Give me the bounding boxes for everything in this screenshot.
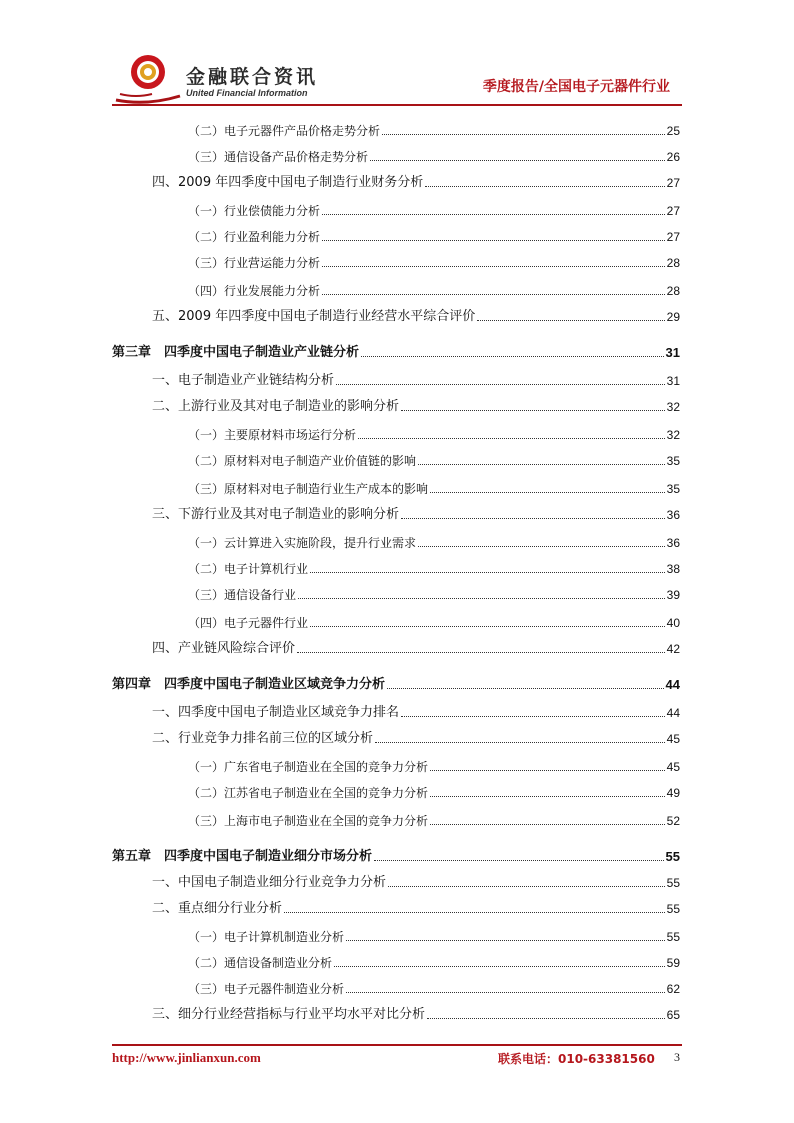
toc-entry-page: 36: [666, 536, 680, 550]
toc-leader-dots: [310, 572, 665, 573]
logo-english-name: United Financial Information: [186, 88, 308, 98]
toc-entry-label: 二、行业竞争力排名前三位的区域分析: [152, 731, 374, 746]
toc-entry-page: 65: [666, 1008, 680, 1022]
toc-entry-page: 52: [666, 814, 680, 828]
toc-entry-page: 55: [665, 849, 680, 864]
toc-entry[interactable]: [152, 898, 680, 918]
toc-leader-dots: [430, 796, 665, 797]
toc-entry-label: 二、重点细分行业分析: [152, 901, 283, 916]
toc-entry-label: （三）通信设备行业: [188, 588, 297, 602]
toc-leader-dots: [284, 912, 665, 913]
toc-entry-page: 45: [666, 732, 680, 746]
toc-entry[interactable]: [188, 200, 680, 220]
toc-leader-dots: [370, 160, 665, 161]
toc-entry-label: （二）原材料对电子制造产业价值链的影响: [188, 454, 417, 468]
toc-entry-page: 38: [666, 562, 680, 576]
toc-entry-label: （三）通信设备产品价格走势分析: [188, 150, 369, 164]
toc-entry-page: 36: [666, 508, 680, 522]
toc-leader-dots: [375, 742, 665, 743]
toc-leader-dots: [322, 240, 665, 241]
toc-entry-page: 55: [666, 902, 680, 916]
logo-name: 金融联合资讯: [186, 66, 319, 88]
toc-leader-dots: [425, 186, 664, 187]
toc-entry-label: （三）电子元器件制造业分析: [188, 982, 345, 996]
toc-entry-page: 25: [666, 124, 680, 138]
toc-leader-dots: [322, 266, 665, 267]
toc-entry-label: （二）江苏省电子制造业在全国的竞争力分析: [188, 786, 429, 800]
toc-entry-page: 35: [666, 454, 680, 468]
toc-entry-label: 四、产业链风险综合评价: [152, 641, 296, 656]
toc-leader-dots: [346, 992, 665, 993]
toc-leader-dots: [401, 518, 665, 519]
toc-entry-label: （一）广东省电子制造业在全国的竞争力分析: [188, 760, 429, 774]
toc-entry[interactable]: [188, 450, 680, 470]
toc-leader-dots: [418, 546, 665, 547]
toc-leader-dots: [346, 940, 665, 941]
toc-entry-page: 42: [666, 642, 680, 656]
toc-leader-dots: [427, 1018, 665, 1019]
toc-entry-label: （一）电子计算机制造业分析: [188, 930, 345, 944]
toc-entry-page: 55: [666, 930, 680, 944]
toc-entry[interactable]: [152, 872, 680, 892]
toc-entry-label: 一、电子制造业产业链结构分析: [152, 373, 335, 388]
toc-entry[interactable]: [188, 120, 680, 140]
toc-entry-page: 49: [666, 786, 680, 800]
toc-entry-label: 五、2009 年四季度中国电子制造行业经营水平综合评价: [152, 309, 476, 324]
toc-entry-label: （四）行业发展能力分析: [188, 284, 321, 298]
toc-entry[interactable]: [152, 728, 680, 748]
toc-entry-label: （一）主要原材料市场运行分析: [188, 428, 357, 442]
toc-leader-dots: [310, 626, 665, 627]
toc-entry-label: （一）行业偿债能力分析: [188, 204, 321, 218]
footer-url-link[interactable]: http://www.jinlianxun.com: [112, 1050, 261, 1065]
toc-leader-dots: [358, 438, 665, 439]
toc-entry[interactable]: [152, 370, 680, 390]
toc-entry[interactable]: [112, 342, 680, 362]
toc-leader-dots: [336, 384, 665, 385]
toc-entry-page: 27: [666, 204, 680, 218]
toc-leader-dots: [334, 966, 665, 967]
toc-leader-dots: [382, 134, 665, 135]
toc-entry-label: 三、下游行业及其对电子制造业的影响分析: [152, 507, 400, 522]
toc-entry-page: 28: [666, 256, 680, 270]
toc-entry-page: 62: [666, 982, 680, 996]
toc-entry-label: （二）行业盈利能力分析: [188, 230, 321, 244]
toc-leader-dots: [401, 716, 665, 717]
footer-divider: [112, 1044, 682, 1046]
toc-entry-label: （三）行业营运能力分析: [188, 256, 321, 270]
toc-entry-page: 28: [666, 284, 680, 298]
toc-entry-page: 44: [665, 677, 680, 692]
toc-entry[interactable]: [188, 252, 680, 272]
toc-entry[interactable]: [152, 306, 680, 326]
toc-entry-page: 39: [666, 588, 680, 602]
toc-entry[interactable]: [152, 702, 680, 722]
toc-entry-page: 29: [666, 310, 680, 324]
toc-leader-dots: [401, 410, 665, 411]
toc-entry[interactable]: [188, 926, 680, 946]
toc-entry[interactable]: [188, 612, 680, 632]
toc-entry[interactable]: [152, 1004, 680, 1024]
toc-entry[interactable]: [188, 584, 680, 604]
toc-entry[interactable]: [188, 810, 680, 830]
toc-entry-label: 二、上游行业及其对电子制造业的影响分析: [152, 399, 400, 414]
toc-leader-dots: [361, 356, 664, 357]
toc-entry-label: （二）通信设备制造业分析: [188, 956, 333, 970]
header-divider: [112, 104, 682, 106]
toc-leader-dots: [298, 598, 665, 599]
toc-entry[interactable]: [152, 172, 680, 192]
toc-entry-page: 32: [666, 400, 680, 414]
toc-entry[interactable]: [188, 558, 680, 578]
toc-entry[interactable]: [188, 978, 680, 998]
toc-entry[interactable]: [112, 846, 680, 866]
toc-entry-label: 三、细分行业经营指标与行业平均水平对比分析: [152, 1007, 426, 1022]
toc-entry-label: （二）电子元器件产品价格走势分析: [188, 124, 381, 138]
toc-entry-page: 32: [666, 428, 680, 442]
toc-leader-dots: [297, 652, 665, 653]
toc-leader-dots: [387, 688, 664, 689]
toc-leader-dots: [430, 770, 665, 771]
toc-entry-page: 35: [666, 482, 680, 496]
toc-entry-label: 四、2009 年四季度中国电子制造行业财务分析: [152, 175, 424, 190]
toc-leader-dots: [374, 860, 664, 861]
footer-phone: 联系电话：010-63381560: [498, 1052, 655, 1066]
toc-entry-label: 第五章 四季度中国电子制造业细分市场分析: [112, 849, 373, 864]
toc-entry[interactable]: [152, 396, 680, 416]
toc-leader-dots: [322, 214, 665, 215]
toc-entry[interactable]: [112, 674, 680, 694]
toc-entry-label: 一、中国电子制造业细分行业竞争力分析: [152, 875, 387, 890]
page-number: 3: [674, 1050, 680, 1064]
toc-leader-dots: [418, 464, 665, 465]
toc-entry-page: 27: [666, 230, 680, 244]
toc-entry-page: 45: [666, 760, 680, 774]
toc-entry-page: 55: [666, 876, 680, 890]
toc-entry[interactable]: [188, 146, 680, 166]
toc-entry-page: 27: [666, 176, 680, 190]
toc-entry[interactable]: [188, 756, 680, 776]
toc-entry[interactable]: [188, 782, 680, 802]
toc-entry-label: （四）电子元器件行业: [188, 616, 309, 630]
toc-entry-label: 一、四季度中国电子制造业区域竞争力排名: [152, 705, 400, 720]
toc-entry[interactable]: [188, 280, 680, 300]
toc-entry[interactable]: [188, 226, 680, 246]
toc-entry-label: 第四章 四季度中国电子制造业区域竞争力分析: [112, 677, 386, 692]
toc-leader-dots: [430, 492, 665, 493]
toc-entry-page: 31: [666, 374, 680, 388]
toc-entry[interactable]: [188, 424, 680, 444]
toc-leader-dots: [388, 886, 665, 887]
toc-leader-dots: [322, 294, 665, 295]
logo-emblem-icon: [116, 55, 180, 102]
toc-entry-page: 31: [665, 345, 680, 360]
toc-entry[interactable]: [188, 478, 680, 498]
toc-entry-page: 40: [666, 616, 680, 630]
toc-leader-dots: [430, 824, 665, 825]
toc-entry[interactable]: [188, 532, 680, 552]
toc-entry-page: 44: [666, 706, 680, 720]
toc-entry-page: 59: [666, 956, 680, 970]
toc-entry[interactable]: [188, 952, 680, 972]
toc-entry-label: 第三章 四季度中国电子制造业产业链分析: [112, 345, 360, 360]
toc-entry-label: （三）原材料对电子制造行业生产成本的影响: [188, 482, 429, 496]
toc-entry[interactable]: [152, 638, 680, 658]
toc-entry-label: （三）上海市电子制造业在全国的竞争力分析: [188, 814, 429, 828]
toc-entry-label: （一）云计算进入实施阶段，提升行业需求: [188, 536, 417, 550]
toc-entry[interactable]: [152, 504, 680, 524]
toc-entry-label: （二）电子计算机行业: [188, 562, 309, 576]
toc-leader-dots: [477, 320, 664, 321]
toc-entry-page: 26: [666, 150, 680, 164]
report-title: 季度报告/全国电子元器件行业: [482, 79, 670, 95]
